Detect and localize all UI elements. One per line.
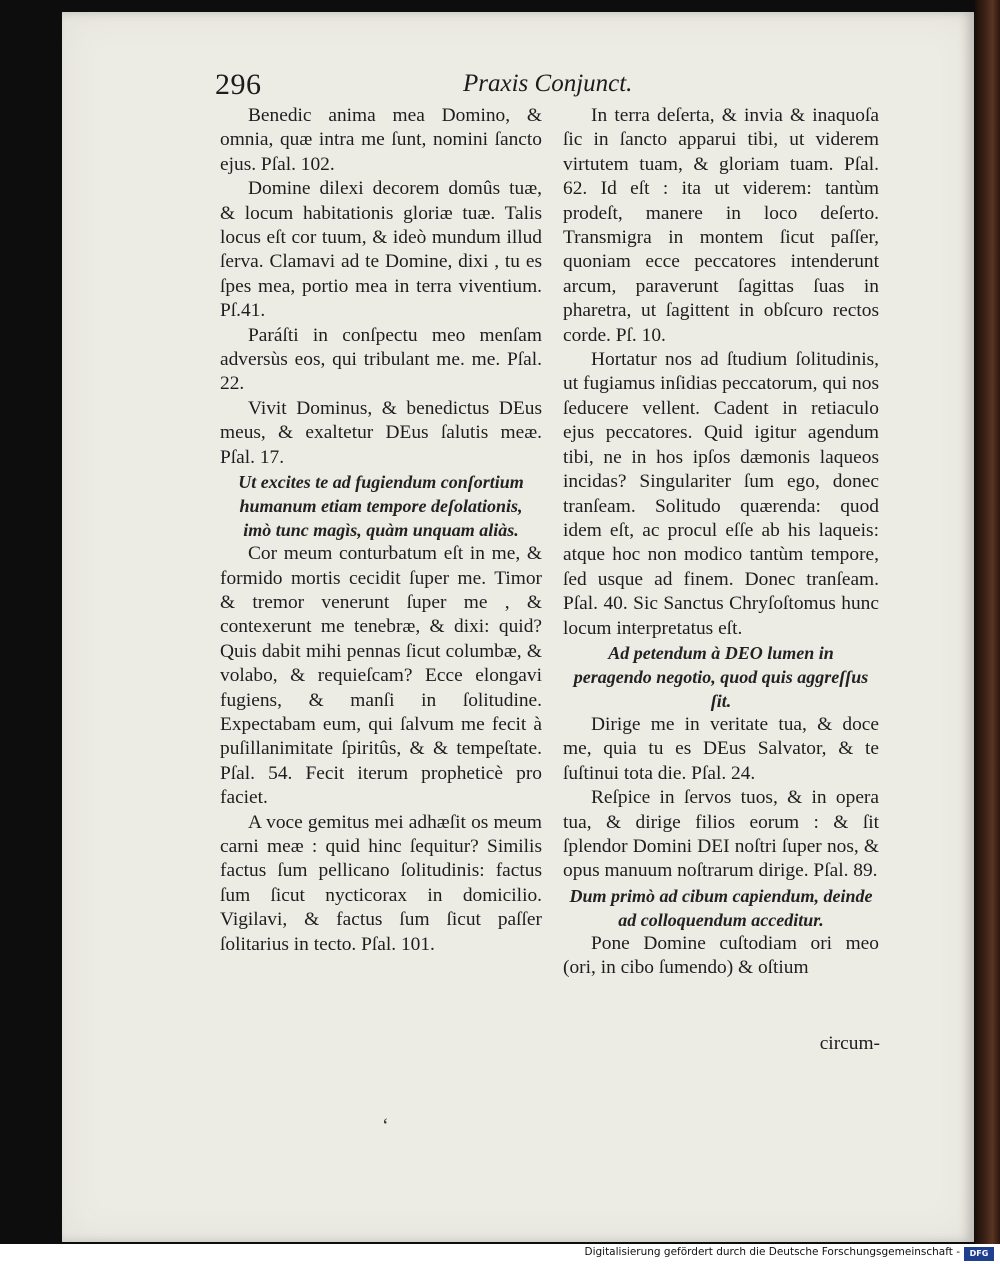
paragraph: Hortatur nos ad ſtudium ſolitudinis, ut fugiamus inſidias peccatorum, qui nos ſeducere vellent. Cadent in retiaculo ejus peccatores. Quid igitur agendum tibi, ne in hos ipſos dæmonis laqueos incidas? Singulariter ſum ego, donec tranſeam. Solitudo quærenda: quod idem eſt, ac procul eſſe ab his laqueis: atque hoc non modico tantùm tempore, ſed usque ad finem. Donec tranſeam. Pſal. 40. Sic Sanctus Chryſoſtomus hunc locum interpretatus eſt. xyxy=(563,349,879,639)
paragraph: Cor meum conturbatum eſt in me, & formido mortis cecidit ſuper me. Timor & tremor venerunt ſuper me , & contexerunt me tenebræ, & dixi: quid? Quis dabit mihi pennas ſicut columbæ, & volabo, & requieſcam? Ecce elongavi fugiens, & manſi in ſolitudine. Expectabam eum, qui ſalvum me fecit à puſillanimitate ſpiritûs, & & tempeſtate. Pſal. 54. Fecit iterum propheticè pro faciet. xyxy=(220,543,542,809)
left-text-column xyxy=(220,104,542,957)
paragraph: Dirige me in veritate tua, & doce me, quia tu es DEus Salvator, & te ſuſtinui tota die. Pſal. 24. xyxy=(563,713,879,784)
page-header xyxy=(215,68,880,108)
funding-credit: Digitalisierung gefördert durch die Deutsche Forschungsgemeinschaft - xyxy=(584,1246,960,1258)
section-heading: Ut excites te ad fugiendum conſortium humanum etiam tempore deſolationis, imò tunc magìs, quàm unquam aliàs. xyxy=(238,472,524,541)
book-spine-edge xyxy=(975,0,1000,1244)
footer-bar xyxy=(0,1244,1000,1264)
dfg-logo-icon: DFG xyxy=(964,1247,994,1261)
section-heading: Dum primò ad cibum capiendum, deinde ad colloquendum acceditur. xyxy=(569,885,873,930)
paragraph: Domine dilexi decorem domûs tuæ, & locum habitationis gloriæ tuæ. Talis locus eſt cor tuum, & ideò mundum illud ſerva. Clamavi ad te Domine, dixi , tu es ſpes mea, portio mea in terra viventium. Pſ.41. xyxy=(220,178,542,322)
section-heading: Ad petendum à DEO lumen in peragendo negotio, quod quis aggreſſus ſit. xyxy=(573,642,869,711)
page-number: 296 xyxy=(215,68,262,101)
catchword: circum- xyxy=(819,1033,880,1054)
paragraph: A voce gemitus mei adhæſit os meum carni meæ : quid hinc ſequitur? Similis factus ſum pellicano ſolitudinis: factus ſum ſicut nycticorax in domicilio. Vigilavi, & factus ſum ſicut paſſer ſolitarius in tecto. Pſal. 101. xyxy=(220,811,542,955)
running-head: Praxis Conjunct. xyxy=(463,70,633,97)
paragraph: Vivit Dominus, & benedictus DEus meus, & exaltetur DEus ſalutis meæ. Pſal. 17. xyxy=(220,397,542,468)
paragraph: Reſpice in ſervos tuos, & in opera tua, & dirige filios eorum : & ſit ſplendor Domini DEI noſtri ſuper nos, & opus manuum noſtrarum dirige. Pſal. 89. xyxy=(563,787,879,882)
right-text-column xyxy=(563,104,879,981)
page-mark: ʻ xyxy=(382,1115,389,1137)
paragraph: Paráſti in conſpectu meo menſam adversùs eos, qui tribulant me. me. Pſal. 22. xyxy=(220,324,542,395)
paragraph: Benedic anima mea Domino, & omnia, quæ intra me ſunt, nomini ſancto ejus. Pſal. 102. xyxy=(220,105,542,175)
paragraph: Pone Domine cuſtodiam ori meo (ori, in cibo ſumendo) & oſtium xyxy=(563,932,879,979)
paragraph: In terra deſerta, & invia & inaquoſa ſic in ſancto apparui tibi, ut viderem virtutem tuam, & gloriam tuam. Pſal. 62. Id eſt : ita ut viderem: tantùm prodeſt, manere in loco deſerto. Transmigra in montem ſicut paſſer, quoniam ecce peccatores intenderunt arcum, paraverunt ſagittas ſuas in pharetra, ut ſagittent in obſcuro rectos corde. Pſ. 10. xyxy=(563,105,879,346)
